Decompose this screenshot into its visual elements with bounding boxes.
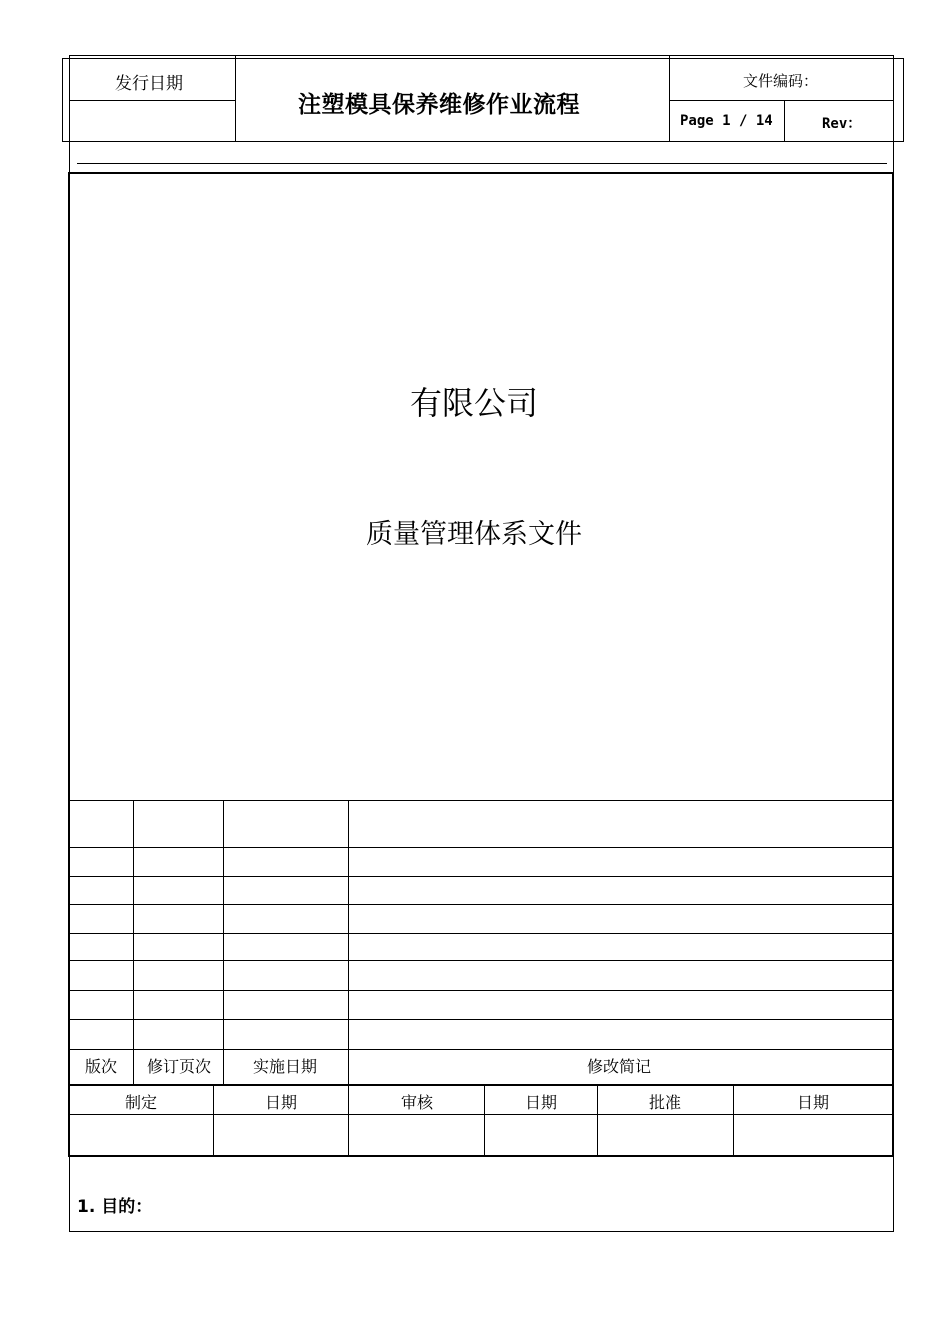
cover-subtitle: 质量管理体系文件 <box>366 519 582 550</box>
rev-label: Rev： <box>822 116 862 132</box>
doc-code-label: 文件编码： <box>743 72 819 90</box>
doc-title: 注塑模具保养维修作业流程 <box>298 92 580 118</box>
approval-header-prepared: 制定 <box>125 1093 158 1112</box>
rev-header-date: 实施日期 <box>253 1057 318 1076</box>
rev-header-pages: 修订页次 <box>147 1057 212 1076</box>
approval-header-date-1: 日期 <box>265 1093 298 1112</box>
rev-header-version: 版次 <box>85 1057 118 1076</box>
approval-header-date-2: 日期 <box>525 1093 558 1112</box>
page-number: Page 1 / 14 <box>680 113 773 129</box>
approval-header-approved: 批准 <box>649 1093 682 1112</box>
approval-header-date-3: 日期 <box>797 1093 830 1112</box>
cover-frame <box>68 172 894 1157</box>
company-name: 有限公司 <box>410 384 539 422</box>
approval-header-reviewed: 审核 <box>401 1093 434 1112</box>
section-heading-purpose: 1. 目的： <box>77 1197 153 1217</box>
rev-header-notes: 修改简记 <box>587 1057 652 1076</box>
issue-date-label: 发行日期 <box>115 74 183 94</box>
